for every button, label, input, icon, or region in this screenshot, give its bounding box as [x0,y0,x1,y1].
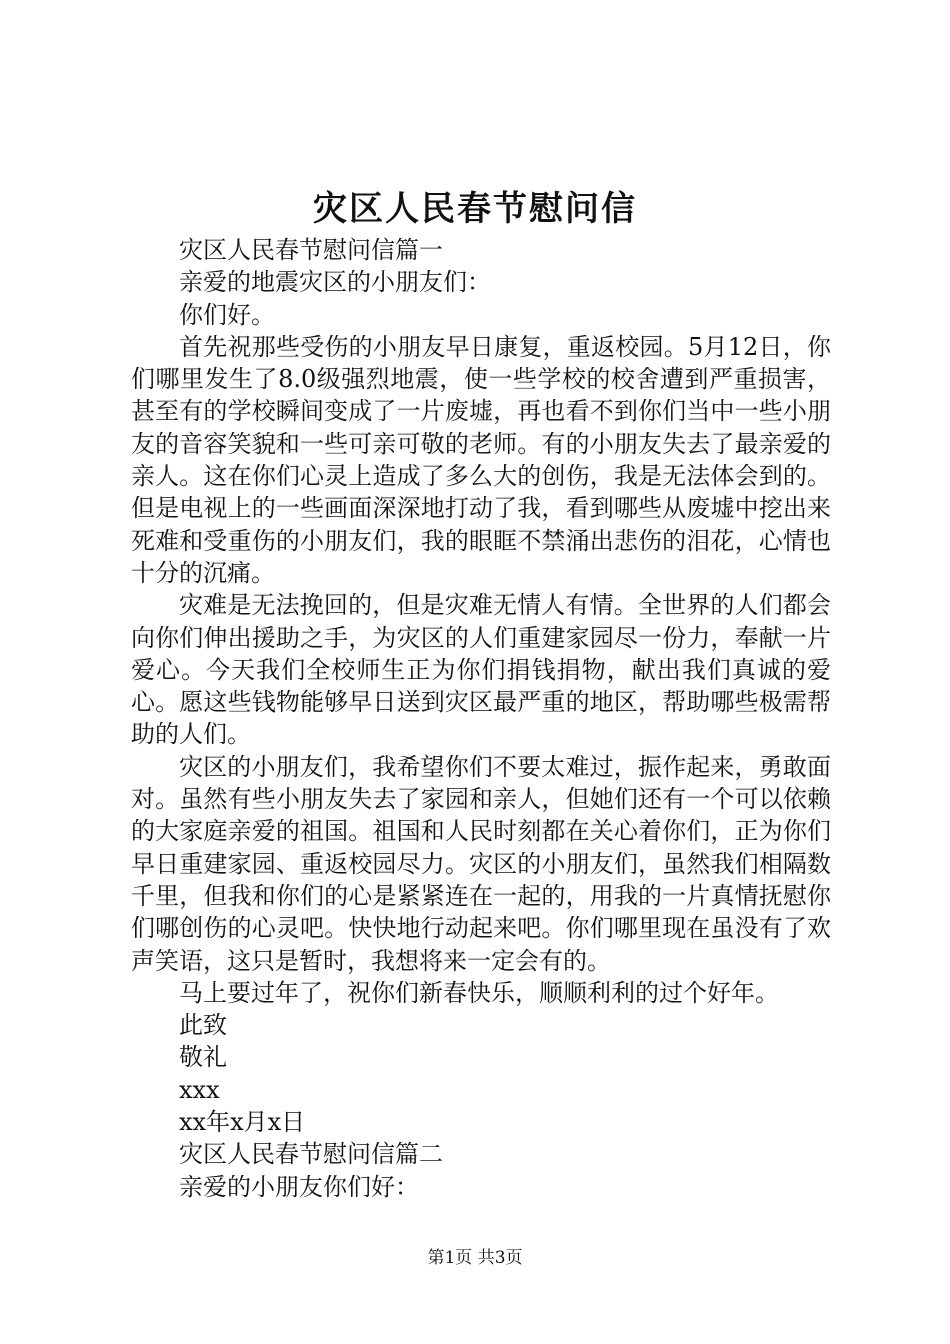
closing-wish: 马上要过年了，祝你们新春快乐，顺顺利利的过个好年。 [179,978,779,1007]
closing-cizhi: 此致 [179,1011,227,1040]
salutation: 亲爱的地震灾区的小朋友们： [179,268,491,297]
greeting: 你们好。 [179,300,275,329]
body-paragraph: 首先祝那些受伤的小朋友早日康复，重返校园。5月12日，你们哪里发生了8.0级强烈地震，使一些学校的校舍遭到严重损害，甚至有的学校瞬间变成了一片废墟，再也看不到你们当中一些小朋友的音容笑貌和一些可亲可敬的老师。有的小朋友失去了最亲爱的亲人。这在你们心灵上造成了多么大的创伤，我是无法体会到的。但是电视上的一些画面深深地打动了我，看到哪些从废墟中挖出来死难和受重伤的小朋友们，我的眼眶不禁涌出悲伤的泪花，心情也十分的沉痛。 [131,332,831,587]
salutation-2: 亲爱的小朋友你们好： [179,1172,419,1201]
closing-jingli: 敬礼 [179,1043,227,1072]
body-paragraph: 灾难是无法挽回的，但是灾难无情人有情。全世界的人们都会向你们伸出援助之手，为灾区的人们重建家园尽一份力，奉献一片爱心。今天我们全校师生正为你们捐钱捐物，献出我们真诚的爱心。愿这些钱物能够早日送到灾区最严重的地区，帮助哪些极需帮助的人们。 [131,591,831,749]
document-body [131,234,831,1203]
page-footer: 第1页 共3页 [427,1248,523,1268]
section-heading-2: 灾区人民春节慰问信篇二 [179,1140,443,1169]
document-title: 灾区人民春节慰问信 [313,189,637,229]
body-paragraph: 灾区的小朋友们，我希望你们不要太难过，振作起来，勇敢面对。虽然有些小朋友失去了家园和亲人，但她们还有一个可以依赖的大家庭亲爱的祖国。祖国和人民时刻都在关心着你们，正为你们早日重建家园、重返校园尽力。灾区的小朋友们，虽然我们相隔数千里，但我和你们的心是紧紧连在一起的，用我的一片真情抚慰你们哪创伤的心灵吧。快快地行动起来吧。你们哪里现在虽没有了欢声笑语，这只是暂时，我想将来一定会有的。 [131,752,831,975]
section-heading-1: 灾区人民春节慰问信篇一 [179,236,443,264]
date-line: xx年x月x日 [179,1108,306,1137]
signature: xxx [179,1075,220,1104]
